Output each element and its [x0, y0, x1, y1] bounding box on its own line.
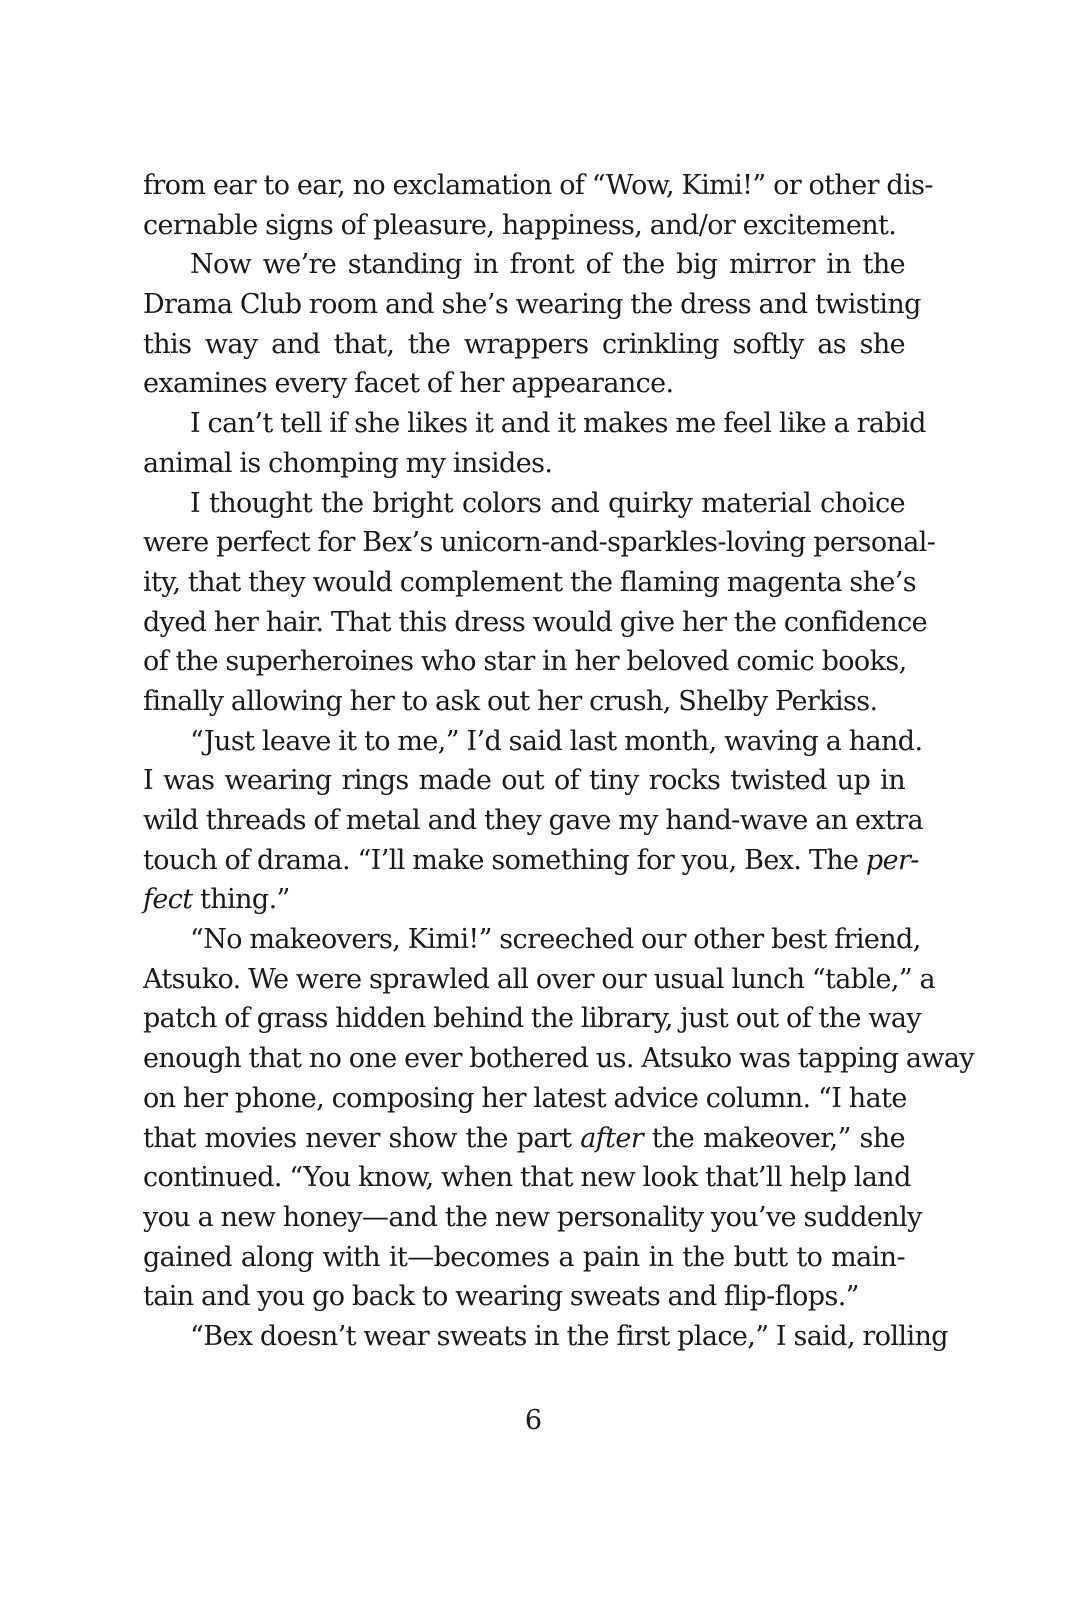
body-text	[143, 166, 975, 1357]
line-text: dyed her hair. That this dress would give her the confidence	[143, 606, 927, 638]
text-line	[143, 563, 917, 603]
line-text: enough that no one ever bothered us. Atsuko was tapping away	[143, 1043, 975, 1075]
line-text: finally allowing her to ask out her crush, Shelby Perkiss.	[143, 685, 878, 717]
text-line	[143, 444, 905, 484]
text-line	[143, 920, 921, 960]
text-line	[143, 245, 905, 285]
line-text: on her phone, composing her latest advice column. “I hate	[143, 1082, 907, 1114]
italic-text: after	[580, 1122, 644, 1154]
line-text: cernable signs of pleasure, happiness, and/or excitement.	[143, 209, 897, 241]
text-line	[143, 1238, 905, 1278]
line-text: Atsuko. We were sprawled all over our usual lunch “table,” a	[143, 963, 936, 995]
line-text: patch of grass hidden behind the library, just out of the way	[143, 1003, 922, 1035]
line-text: “Just leave it to me,” I’d said last month, waving a hand.	[190, 725, 923, 757]
text-line	[143, 682, 905, 722]
line-text: continued. “You know, when that new look that’ll help land	[143, 1162, 911, 1194]
text-line	[143, 603, 927, 643]
line-text: were perfect for Bex’s unicorn-and-sparkles-loving personal-	[143, 527, 936, 559]
text-line	[143, 801, 924, 841]
text-line	[143, 1039, 975, 1079]
text-line	[143, 1119, 905, 1159]
text-line	[143, 880, 905, 920]
text-line	[143, 206, 905, 246]
text-line	[143, 484, 905, 524]
text-line	[143, 1277, 905, 1317]
line-text: tain and you go back to wearing sweats and flip-flops.”	[143, 1281, 859, 1313]
line-text: of the superheroines who star in her beloved comic books,	[143, 646, 907, 678]
line-text: animal is chomping my insides.	[143, 447, 553, 479]
line-text: from ear to ear, no exclamation of “Wow, Kimi!” or other dis-	[143, 170, 933, 201]
text-line	[143, 285, 921, 325]
text-line	[143, 1317, 948, 1357]
text-line	[143, 364, 905, 404]
line-text: ity, that they would complement the flaming magenta she’s	[143, 566, 917, 598]
text-line	[143, 841, 919, 881]
line-text: I can’t tell if she likes it and it makes me feel like a rabid	[190, 408, 926, 440]
text-line	[143, 722, 923, 762]
line-text: touch of drama. “I’ll make something for you, Bex. The	[143, 844, 866, 876]
page-number: 6	[524, 1405, 543, 1436]
text-line	[143, 960, 936, 1000]
line-text: that movies never show the part	[143, 1122, 581, 1154]
line-text: you a new honey—and the new personality you’ve suddenly	[143, 1201, 922, 1233]
line-text: this way and that, the wrappers crinkling softly as she	[143, 328, 905, 360]
line-text: thing.”	[192, 884, 290, 916]
text-line	[143, 1079, 905, 1119]
line-text: Now we’re standing in front of the big mirror in the	[190, 249, 905, 281]
text-line	[143, 1158, 911, 1198]
line-text: “Bex doesn’t wear sweats in the first place,” I said, rolling	[190, 1320, 948, 1352]
line-text: Drama Club room and she’s wearing the dress and twisting	[143, 289, 921, 321]
line-text: gained along with it—becomes a pain in the butt to main-	[143, 1241, 905, 1273]
italic-text: fect	[143, 884, 193, 916]
text-line	[143, 999, 922, 1039]
line-text: wild threads of metal and they gave my hand-wave an extra	[143, 805, 924, 836]
text-line	[143, 1198, 922, 1238]
line-text: I thought the bright colors and quirky material choice	[190, 487, 905, 519]
text-line	[143, 523, 936, 563]
text-line	[143, 166, 933, 206]
line-text: examines every facet of her appearance.	[143, 368, 674, 400]
italic-text: per-	[865, 844, 919, 876]
text-line	[143, 642, 905, 682]
text-line	[143, 404, 926, 444]
line-text: “No makeovers, Kimi!” screeched our other best friend,	[190, 924, 921, 956]
line-text: I was wearing rings made out of tiny rocks twisted up in	[143, 765, 905, 797]
text-line	[143, 761, 905, 801]
line-text: the makeover,” she	[643, 1122, 905, 1154]
text-line	[143, 325, 905, 365]
